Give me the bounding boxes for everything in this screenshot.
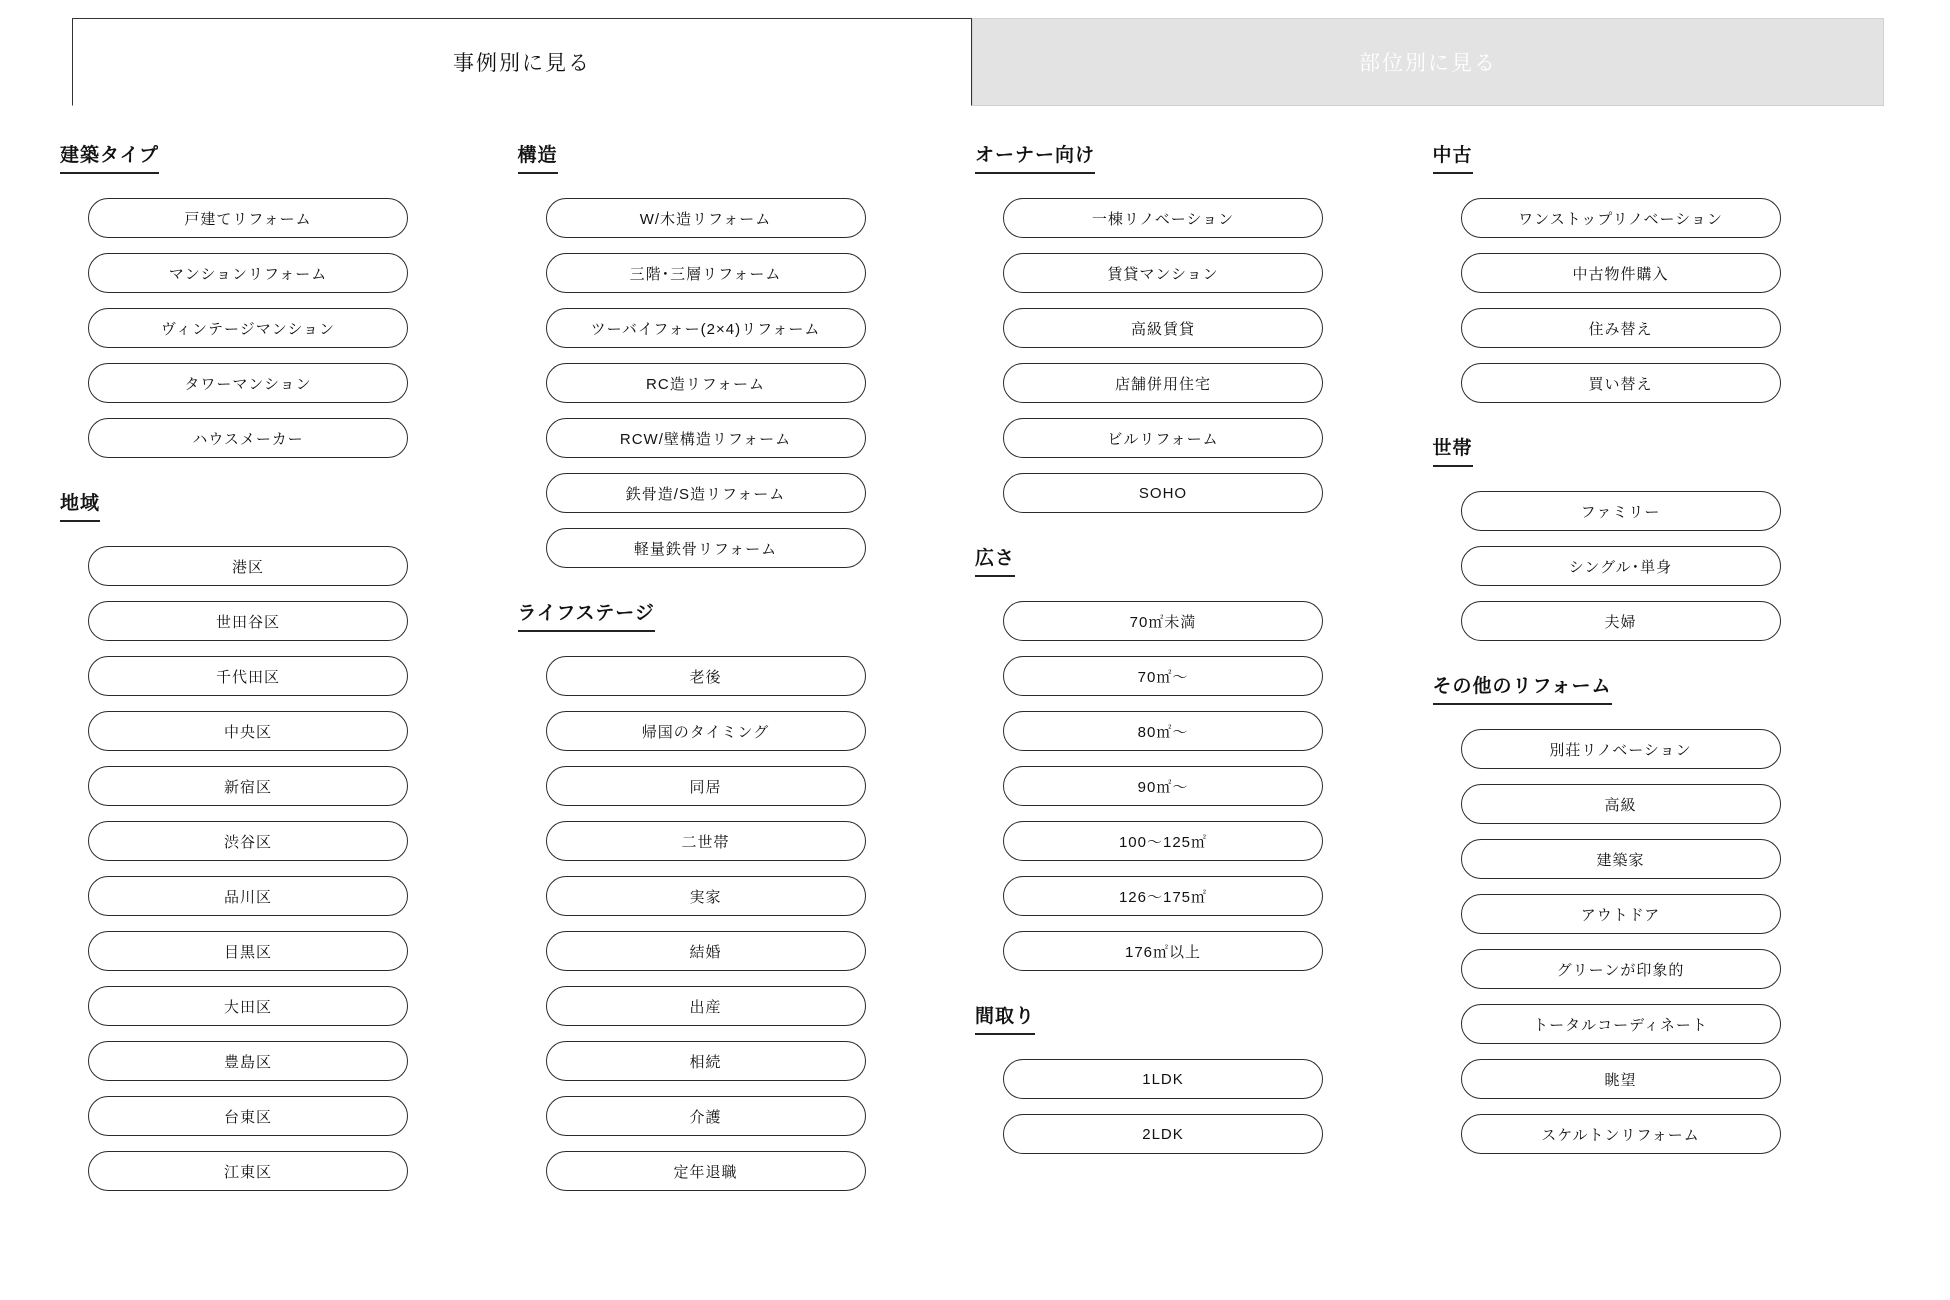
filter-pill[interactable]: 軽量鉄骨リフォーム (546, 528, 866, 568)
filter-pill[interactable]: 同居 (546, 766, 866, 806)
group-title-used-property: 中古 (1433, 140, 1473, 174)
filter-pill[interactable]: 眺望 (1461, 1059, 1781, 1099)
filter-pill[interactable]: 相続 (546, 1041, 866, 1081)
filter-pill[interactable]: アウトドア (1461, 894, 1781, 934)
filter-pill[interactable]: 品川区 (88, 876, 408, 916)
filter-pill[interactable]: 千代田区 (88, 656, 408, 696)
filter-pill[interactable]: 大田区 (88, 986, 408, 1026)
group-owner (975, 140, 1423, 513)
group-title-life-stage: ライフステージ (518, 598, 655, 632)
filter-pill[interactable]: ファミリー (1461, 491, 1781, 531)
filter-pill[interactable]: RC造リフォーム (546, 363, 866, 403)
column-2 (518, 140, 976, 1300)
filter-pill[interactable]: 介護 (546, 1096, 866, 1136)
group-title-owner: オーナー向け (975, 140, 1095, 174)
filter-pill[interactable]: 結婚 (546, 931, 866, 971)
group-title-layout: 間取り (975, 1001, 1035, 1035)
filter-pill[interactable]: スケルトンリフォーム (1461, 1114, 1781, 1154)
filter-pill[interactable]: SOHO (1003, 473, 1323, 513)
filter-pill[interactable]: 中央区 (88, 711, 408, 751)
filter-pill[interactable]: 賃貸マンション (1003, 253, 1323, 293)
group-title-area: 地域 (60, 488, 100, 522)
filter-pill[interactable]: 1LDK (1003, 1059, 1323, 1099)
tab-by-part-label: 部位別に見る (1359, 52, 1497, 75)
filter-pill[interactable]: RCW/壁構造リフォーム (546, 418, 866, 458)
filter-pill[interactable]: 世田谷区 (88, 601, 408, 641)
filter-pill[interactable]: 70㎡〜 (1003, 656, 1323, 696)
filter-pill[interactable]: 90㎡〜 (1003, 766, 1323, 806)
filter-pill[interactable]: 80㎡〜 (1003, 711, 1323, 751)
tab-by-case-label: 事例別に見る (453, 52, 591, 75)
filter-pill[interactable]: 高級 (1461, 784, 1781, 824)
filter-pill[interactable]: 2LDK (1003, 1114, 1323, 1154)
tab-by-case[interactable] (72, 18, 972, 106)
filter-pill[interactable]: 実家 (546, 876, 866, 916)
group-title-other-reform: その他のリフォーム (1433, 671, 1612, 705)
filter-pill[interactable]: 建築家 (1461, 839, 1781, 879)
filter-pill[interactable]: 住み替え (1461, 308, 1781, 348)
filter-pill[interactable]: 目黒区 (88, 931, 408, 971)
filter-pill[interactable]: 戸建てリフォーム (88, 198, 408, 238)
filter-pill[interactable]: ワンストップリノベーション (1461, 198, 1781, 238)
group-title-household: 世帯 (1433, 433, 1473, 467)
filter-pill[interactable]: 夫婦 (1461, 601, 1781, 641)
filter-pill[interactable]: 70㎡未満 (1003, 601, 1323, 641)
group-other-reform (1433, 671, 1881, 1154)
filter-pill[interactable]: 高級賃貸 (1003, 308, 1323, 348)
filter-pill[interactable]: ヴィンテージマンション (88, 308, 408, 348)
group-size (975, 543, 1423, 971)
filter-pill[interactable]: 鉄骨造/S造リフォーム (546, 473, 866, 513)
filter-pill[interactable]: グリーンが印象的 (1461, 949, 1781, 989)
tab-by-part[interactable] (972, 18, 1884, 106)
group-household (1433, 433, 1881, 641)
filter-pill[interactable]: 二世帯 (546, 821, 866, 861)
filter-pill[interactable]: マンションリフォーム (88, 253, 408, 293)
group-used-property (1433, 140, 1881, 403)
filter-columns (0, 140, 1950, 1300)
filter-pill[interactable]: 江東区 (88, 1151, 408, 1191)
filter-pill[interactable]: ツーバイフォー(2×4)リフォーム (546, 308, 866, 348)
filter-pill[interactable]: W/木造リフォーム (546, 198, 866, 238)
group-area (60, 488, 508, 1191)
filter-pill[interactable]: 126〜175㎡ (1003, 876, 1323, 916)
column-3 (975, 140, 1433, 1300)
filter-pill[interactable]: 176㎡以上 (1003, 931, 1323, 971)
filter-pill[interactable]: タワーマンション (88, 363, 408, 403)
group-layout (975, 1001, 1423, 1154)
filter-pill[interactable]: 出産 (546, 986, 866, 1026)
group-life-stage (518, 598, 966, 1191)
group-title-size: 広さ (975, 543, 1015, 577)
filter-pill[interactable]: 店舗併用住宅 (1003, 363, 1323, 403)
column-1 (60, 140, 518, 1300)
filter-pill[interactable]: トータルコーディネート (1461, 1004, 1781, 1044)
filter-pill[interactable]: 豊島区 (88, 1041, 408, 1081)
group-title-building-type: 建築タイプ (60, 140, 159, 174)
filter-pill[interactable]: ハウスメーカー (88, 418, 408, 458)
group-building-type (60, 140, 508, 458)
filter-pill[interactable]: 定年退職 (546, 1151, 866, 1191)
filter-pill[interactable]: シングル･単身 (1461, 546, 1781, 586)
filter-pill[interactable]: 台東区 (88, 1096, 408, 1136)
filter-pill[interactable]: 買い替え (1461, 363, 1781, 403)
filter-pill[interactable]: 一棟リノベーション (1003, 198, 1323, 238)
filter-pill[interactable]: 帰国のタイミング (546, 711, 866, 751)
filter-pill[interactable]: 100〜125㎡ (1003, 821, 1323, 861)
filter-pill[interactable]: 港区 (88, 546, 408, 586)
group-title-structure: 構造 (518, 140, 558, 174)
filter-pill[interactable]: 渋谷区 (88, 821, 408, 861)
filter-pill[interactable]: 別荘リノベーション (1461, 729, 1781, 769)
filter-pill[interactable]: ビルリフォーム (1003, 418, 1323, 458)
column-4 (1433, 140, 1891, 1300)
filter-pill[interactable]: 三階･三層リフォーム (546, 253, 866, 293)
filter-pill[interactable]: 中古物件購入 (1461, 253, 1781, 293)
tab-bar (72, 18, 1884, 106)
group-structure (518, 140, 966, 568)
filter-pill[interactable]: 新宿区 (88, 766, 408, 806)
filter-pill[interactable]: 老後 (546, 656, 866, 696)
